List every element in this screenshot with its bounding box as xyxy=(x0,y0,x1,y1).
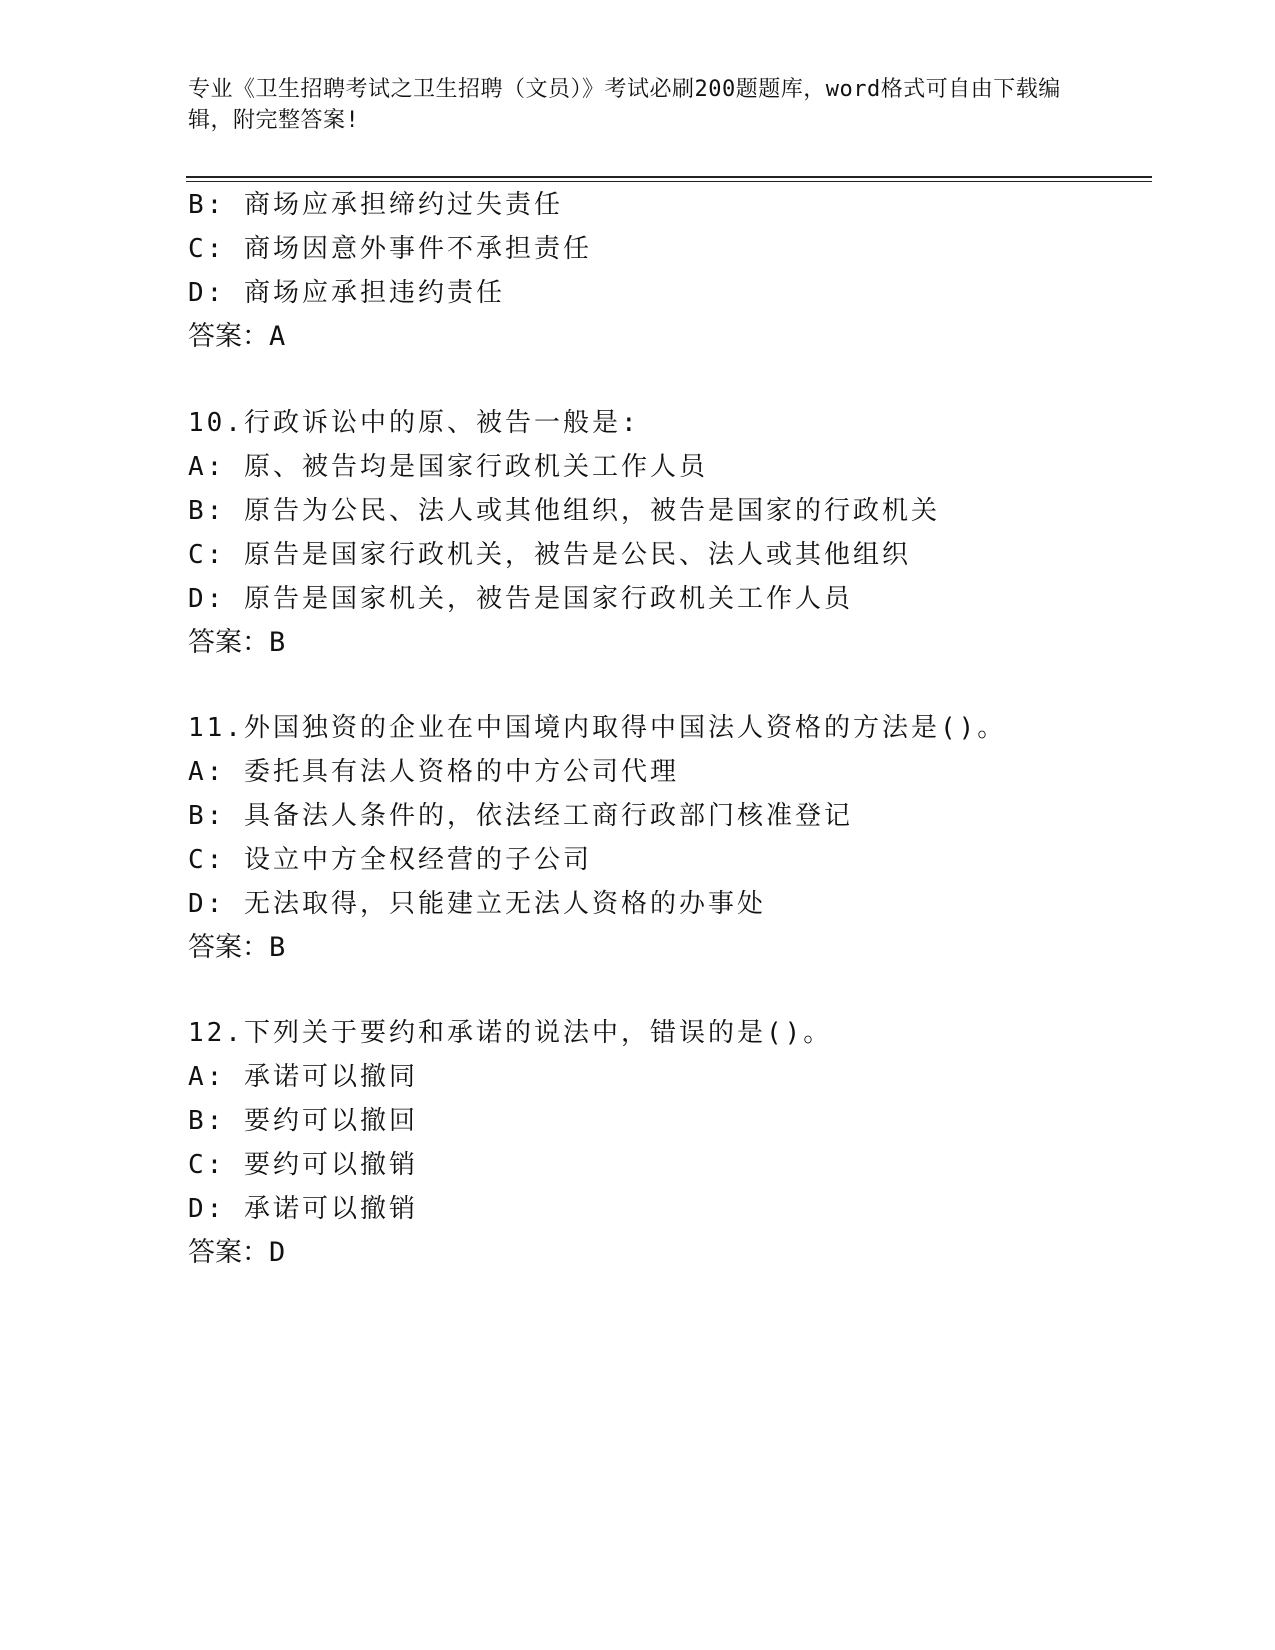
q10-option-d: D: 原告是国家机关，被告是国家行政机关工作人员 xyxy=(188,584,853,614)
q9-answer: 答案：A xyxy=(188,321,286,352)
q11-option-d: D: 无法取得，只能建立无法人资格的办事处 xyxy=(188,889,766,919)
q9-option-c: C: 商场因意外事件不承担责任 xyxy=(188,234,592,264)
q11-stem: 11.外国独资的企业在中国境内取得中国法人资格的方法是()。 xyxy=(188,713,1007,743)
q12-option-d: D: 承诺可以撤销 xyxy=(188,1194,418,1224)
q12-stem: 12.下列关于要约和承诺的说法中，错误的是()。 xyxy=(188,1018,833,1048)
q11-answer: 答案：B xyxy=(188,932,286,963)
q12-option-a: A: 承诺可以撤同 xyxy=(188,1062,418,1092)
header-rule-thick xyxy=(186,176,1152,178)
q12-option-c: C: 要约可以撤销 xyxy=(188,1150,418,1180)
q11-option-a: A: 委托具有法人资格的中方公司代理 xyxy=(188,757,679,787)
q10-option-c: C: 原告是国家行政机关，被告是公民、法人或其他组织 xyxy=(188,540,911,570)
document-header: 专业《卫生招聘考试之卫生招聘（文员）》考试必刷200题题库，word格式可自由下载编辑，附完整答案! xyxy=(188,77,1061,133)
q9-option-b: B: 商场应承担缔约过失责任 xyxy=(188,190,563,220)
q10-option-b: B: 原告为公民、法人或其他组织，被告是国家的行政机关 xyxy=(188,496,940,526)
q11-option-c: C: 设立中方全权经营的子公司 xyxy=(188,845,592,875)
q12-option-b: B: 要约可以撤回 xyxy=(188,1106,418,1136)
q10-stem: 10.行政诉讼中的原、被告一般是: xyxy=(188,408,640,438)
header-rule-thin xyxy=(186,181,1152,182)
q11-option-b: B: 具备法人条件的，依法经工商行政部门核准登记 xyxy=(188,801,853,831)
q10-option-a: A: 原、被告均是国家行政机关工作人员 xyxy=(188,452,708,482)
q12-answer: 答案：D xyxy=(188,1237,286,1268)
q9-option-d: D: 商场应承担违约责任 xyxy=(188,278,505,308)
q10-answer: 答案：B xyxy=(188,627,286,658)
